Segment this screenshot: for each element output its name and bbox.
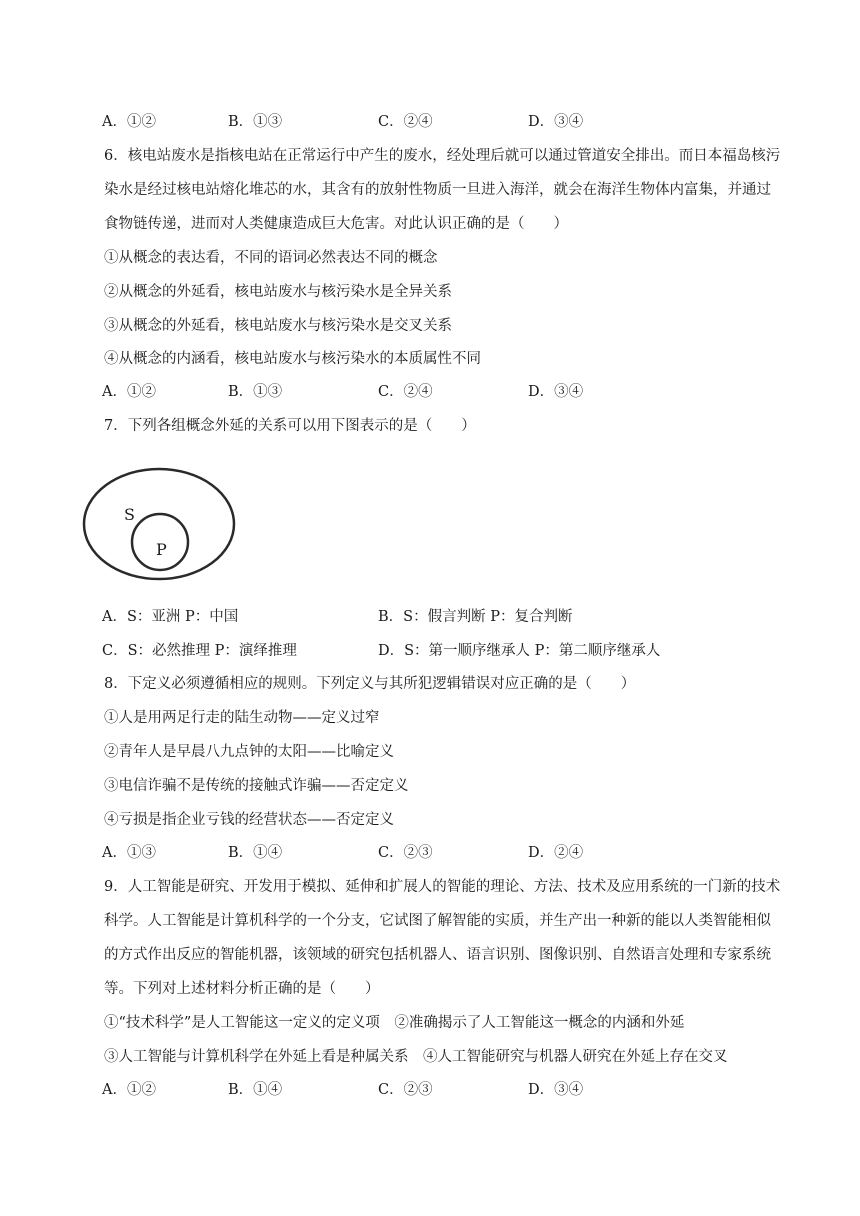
q9-stem-line-3: 的方式作出反应的智能机器，该领域的研究包括机器人、语言识别、图像识别、自然语言处理和专家系统 — [104, 947, 771, 963]
q9-stem-line-1: 9．人工智能是研究、开发用于模拟、延伸和扩展人的智能的理论、方法、技术及应用系统的一门新的技术 — [104, 879, 781, 895]
q8-item-1: ①人是用两足行走的陆生动物——定义过窄 — [104, 710, 380, 726]
q9-options — [102, 1080, 802, 1100]
q9-option-c[interactable]: C．②③ — [378, 1082, 433, 1098]
label-p: P — [156, 540, 167, 559]
q8-option-b[interactable]: B．①④ — [228, 845, 283, 861]
q8-item-2: ②青年人是早晨八九点钟的太阳——比喻定义 — [104, 744, 394, 760]
q9-item-row-2: ③人工智能与计算机科学在外延上看是种属关系 ④人工智能研究与机器人研究在外延上存在交叉 — [104, 1049, 728, 1065]
q7-option-b[interactable]: B．S：假言判断 P：复合判断 — [378, 609, 573, 625]
q5-option-c[interactable]: C．②④ — [378, 114, 433, 130]
q8-option-a[interactable]: A．①③ — [102, 845, 156, 861]
q7-option-d[interactable]: D．S：第一顺序继承人 P：第二顺序继承人 — [378, 643, 661, 659]
q9-option-a[interactable]: A．①② — [102, 1082, 156, 1098]
q9-stem-line-2: 科学。人工智能是计算机科学的一个分支，它试图了解智能的实质，并生产出一种新的能以人类智能相似 — [104, 913, 771, 929]
q7-stem: 7．下列各组概念外延的关系可以用下图表示的是（ ） — [104, 418, 476, 434]
q6-option-d[interactable]: D．③④ — [528, 384, 584, 400]
q9-stem-line-4: 等。下列对上述材料分析正确的是（ ） — [104, 981, 380, 997]
q5-option-a[interactable]: A．①② — [102, 114, 156, 130]
q7-options-row-1 — [102, 607, 802, 627]
q5-option-b[interactable]: B．①③ — [228, 114, 283, 130]
q6-option-a[interactable]: A．①② — [102, 384, 156, 400]
q6-stem-line-1: 6．核电站废水是指核电站在正常运行中产生的废水，经处理后就可以通过管道安全排出。而日本福岛核污 — [104, 148, 781, 164]
q8-options — [102, 843, 802, 863]
outer-circle-s — [84, 469, 234, 579]
q8-item-3: ③电信诈骗不是传统的接触式诈骗——否定定义 — [104, 778, 409, 794]
q5-option-d[interactable]: D．③④ — [528, 114, 584, 130]
venn-diagram — [80, 465, 240, 585]
q5-options — [102, 112, 802, 132]
q8-option-c[interactable]: C．②③ — [378, 845, 433, 861]
q6-option-b[interactable]: B．①③ — [228, 384, 283, 400]
q6-stem-line-2: 染水是经过核电站熔化堆芯的水，其含有的放射性物质一旦进入海洋，就会在海洋生物体内富集，并通过 — [104, 182, 771, 198]
q9-option-b[interactable]: B．①④ — [228, 1082, 283, 1098]
q6-item-2: ②从概念的外延看，核电站废水与核污染水是全异关系 — [104, 284, 452, 300]
label-s: S — [124, 505, 135, 524]
q6-item-1: ①从概念的表达看，不同的语词必然表达不同的概念 — [104, 250, 438, 266]
q6-item-4: ④从概念的内涵看，核电站废水与核污染水的本质属性不同 — [104, 351, 481, 367]
q8-stem: 8．下定义必须遵循相应的规则。下列定义与其所犯逻辑错误对应正确的是（ ） — [104, 676, 636, 692]
q8-item-4: ④亏损是指企业亏钱的经营状态——否定定义 — [104, 812, 394, 828]
q7-options-row-2 — [102, 641, 802, 661]
q8-option-d[interactable]: D．②④ — [528, 845, 584, 861]
q7-option-c[interactable]: C．S：必然推理 P：演绎推理 — [102, 643, 297, 659]
q9-item-row-1: ①“技术科学”是人工智能这一定义的定义项 ②准确揭示了人工智能这一概念的内涵和外延 — [104, 1015, 685, 1031]
q6-option-c[interactable]: C．②④ — [378, 384, 433, 400]
q6-item-3: ③从概念的外延看，核电站废水与核污染水是交叉关系 — [104, 318, 452, 334]
q6-stem-line-3: 食物链传递，进而对人类健康造成巨大危害。对此认识正确的是（ ） — [104, 216, 568, 232]
q6-options — [102, 382, 802, 402]
q9-option-d[interactable]: D．③④ — [528, 1082, 584, 1098]
q7-option-a[interactable]: A．S：亚洲 P：中国 — [102, 609, 239, 625]
